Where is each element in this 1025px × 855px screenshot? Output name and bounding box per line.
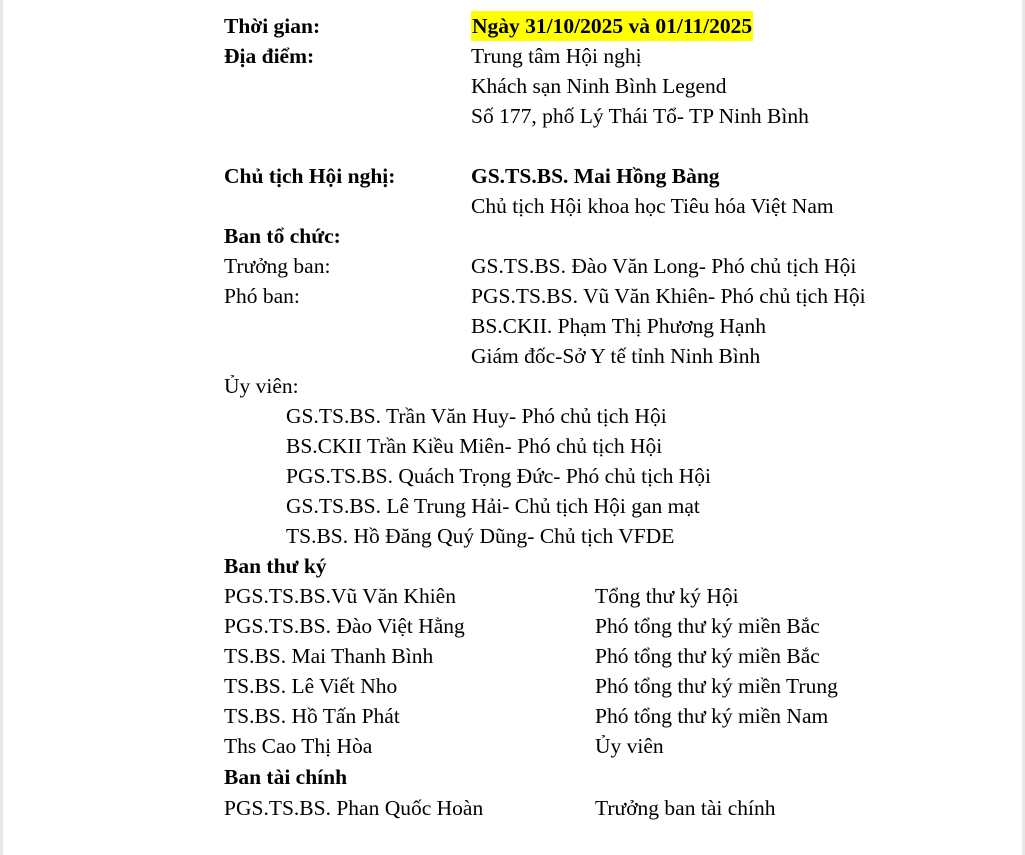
section-heading-row — [0, 762, 1025, 792]
chair-row — [0, 161, 1025, 191]
secretariat-heading: Ban thư ký — [224, 554, 327, 578]
member-row — [0, 401, 1025, 431]
deputy-value: PGS.TS.BS. Vũ Văn Khiên- Phó chủ tịch Hội — [471, 284, 866, 308]
deputy-row — [0, 341, 1025, 371]
secretariat-role: Phó tổng thư ký miền Bắc — [595, 614, 820, 638]
finance-role: Trưởng ban tài chính — [595, 796, 776, 820]
finance-name: PGS.TS.BS. Phan Quốc Hoàn — [224, 796, 484, 820]
chair-title: Chủ tịch Hội khoa học Tiêu hóa Việt Nam — [471, 194, 834, 218]
secretariat-row — [0, 701, 1025, 731]
secretariat-name: TS.BS. Hồ Tấn Phát — [224, 704, 400, 728]
members-label-row — [0, 371, 1025, 401]
chair-label: Chủ tịch Hội nghị: — [224, 164, 396, 188]
secretariat-name: PGS.TS.BS. Đào Việt Hằng — [224, 614, 465, 638]
section-heading-row — [0, 221, 1025, 251]
chair-name: GS.TS.BS. Mai Hồng Bàng — [471, 164, 720, 188]
member-row — [0, 431, 1025, 461]
member-item: GS.TS.BS. Trần Văn Huy- Phó chủ tịch Hội — [286, 404, 667, 428]
secretariat-role: Phó tổng thư ký miền Nam — [595, 704, 829, 728]
member-row — [0, 521, 1025, 551]
member-item: GS.TS.BS. Lê Trung Hải- Chủ tịch Hội gan mạt — [286, 494, 700, 518]
member-item: TS.BS. Hồ Đăng Quý Dũng- Chủ tịch VFDE — [286, 524, 675, 548]
secretariat-role: Tổng thư ký Hội — [595, 584, 739, 608]
secretariat-row — [0, 731, 1025, 761]
venue-label: Địa điểm: — [224, 44, 315, 68]
venue-line: Trung tâm Hội nghị — [471, 44, 642, 68]
venue-row — [0, 71, 1025, 101]
secretariat-row — [0, 581, 1025, 611]
chair-title-row — [0, 191, 1025, 221]
secretariat-role: Phó tổng thư ký miền Bắc — [595, 644, 820, 668]
venue-line: Số 177, phố Lý Thái Tổ- TP Ninh Bình — [471, 104, 809, 128]
head-label: Trưởng ban: — [224, 254, 331, 278]
deputy-row — [0, 281, 1025, 311]
deputy-row — [0, 311, 1025, 341]
finance-heading: Ban tài chính — [224, 765, 348, 789]
venue-row — [0, 101, 1025, 131]
members-label: Ủy viên: — [224, 374, 299, 398]
section-heading-row — [0, 551, 1025, 581]
member-row — [0, 491, 1025, 521]
time-row — [0, 11, 1025, 41]
secretariat-row — [0, 671, 1025, 701]
secretariat-name: PGS.TS.BS.Vũ Văn Khiên — [224, 584, 456, 608]
time-value: Ngày 31/10/2025 và 01/11/2025 — [471, 11, 753, 41]
head-value: GS.TS.BS. Đào Văn Long- Phó chủ tịch Hội — [471, 254, 857, 278]
deputy-label: Phó ban: — [224, 284, 300, 308]
time-label: Thời gian: — [224, 14, 321, 38]
deputy-value: Giám đốc-Sở Y tế tỉnh Ninh Bình — [471, 344, 761, 368]
member-item: BS.CKII Trần Kiều Miên- Phó chủ tịch Hội — [286, 434, 663, 458]
venue-row — [0, 41, 1025, 71]
secretariat-name: Ths Cao Thị Hòa — [224, 734, 373, 758]
deputy-value: BS.CKII. Phạm Thị Phương Hạnh — [471, 314, 766, 338]
secretariat-name: TS.BS. Lê Viết Nho — [224, 674, 398, 698]
secretariat-row — [0, 611, 1025, 641]
secretariat-name: TS.BS. Mai Thanh Bình — [224, 644, 434, 668]
secretariat-role: Ủy viên — [595, 734, 664, 758]
secretariat-role: Phó tổng thư ký miền Trung — [595, 674, 838, 698]
organizing-heading: Ban tổ chức: — [224, 224, 341, 248]
head-row — [0, 251, 1025, 281]
finance-row — [0, 793, 1025, 823]
secretariat-row — [0, 641, 1025, 671]
venue-line: Khách sạn Ninh Bình Legend — [471, 74, 727, 98]
member-row — [0, 461, 1025, 491]
member-item: PGS.TS.BS. Quách Trọng Đức- Phó chủ tịch Hội — [286, 464, 711, 488]
